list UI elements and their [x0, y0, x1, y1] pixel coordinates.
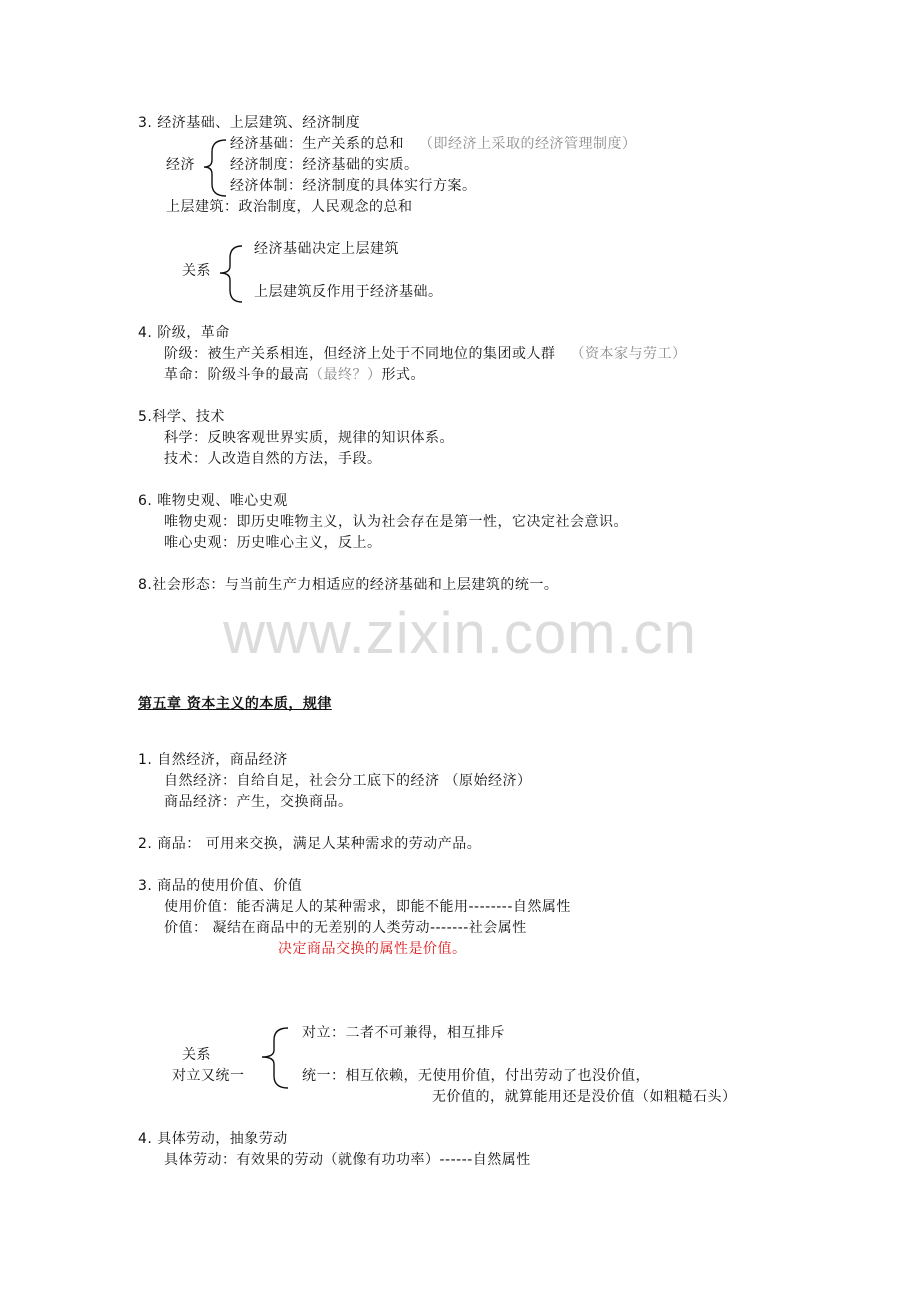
value-red-note: 决定商品交换的属性是价值。: [278, 941, 467, 957]
revolution-text-a: 革命：阶级斗争的最高: [164, 367, 309, 383]
relation2-label-2: 对立又统一: [172, 1068, 245, 1084]
materialism-definition: 唯物史观：即历史唯物主义，认为社会存在是第一性，它决定社会意识。: [164, 514, 628, 530]
section-3-heading: 3. 经济基础、上层建筑、经济制度: [138, 115, 361, 131]
economy-label: 经济: [166, 157, 195, 173]
value-line: 价值： 凝结在商品中的无差别的人类劳动-------社会属性: [164, 920, 527, 936]
unity-line-2: 无价值的，就算能用还是没价值（如粗糙石头）: [432, 1089, 737, 1105]
section-5-heading: 5.科学、技术: [138, 409, 225, 425]
class-definition: [164, 345, 686, 363]
revolution-note: （最终？）: [309, 367, 382, 383]
revolution-definition: [164, 366, 425, 384]
economy-brace: [200, 138, 230, 198]
commodity-economy-line: 商品经济：产生，交换商品。: [164, 794, 353, 810]
relation-brace: [216, 244, 246, 304]
section-4-heading: 4. 阶级，革命: [138, 325, 230, 341]
natural-economy-line: 自然经济：自给自足，社会分工底下的经济 （原始经济）: [164, 773, 532, 789]
technology-definition: 技术：人改造自然的方法，手段。: [164, 451, 382, 467]
relation-item-2: 上层建筑反作用于经济基础。: [254, 284, 443, 300]
use-value-line: 使用价值：能否满足人的某种需求，即能不能用--------自然属性: [164, 899, 571, 915]
relation2-brace: [258, 1026, 292, 1090]
science-definition: 科学：反映客观世界实质，规律的知识体系。: [164, 430, 454, 446]
chapter-5-title: 第五章 资本主义的本质，规律: [138, 696, 332, 712]
ch5-item-2-line: 2. 商品： 可用来交换，满足人某种需求的劳动产品。: [138, 836, 482, 852]
opposition-line: 对立：二者不可兼得，相互排斥: [302, 1025, 505, 1041]
section-8-line: 8.社会形态：与当前生产力相适应的经济基础和上层建筑的统一。: [138, 577, 559, 593]
superstructure-line: 上层建筑：政治制度，人民观念的总和: [166, 199, 413, 215]
relation-item-1: 经济基础决定上层建筑: [254, 241, 399, 257]
revolution-text-b: 形式。: [381, 367, 425, 383]
relation-label: 关系: [182, 263, 211, 279]
ch5-item-4-heading: 4. 具体劳动，抽象劳动: [138, 1131, 288, 1147]
economic-mechanism-line: 经济体制：经济制度的具体实行方案。: [230, 178, 477, 194]
economic-base-note: （即经济上采取的经济管理制度）: [418, 136, 637, 152]
unity-line-1: 统一：相互依赖，无使用价值，付出劳动了也没价值，: [302, 1068, 650, 1084]
economic-system-line: 经济制度：经济基础的实质。: [230, 157, 419, 173]
economic-base-line: [230, 135, 636, 153]
class-definition-note: （资本家与劳工）: [570, 346, 687, 362]
relation2-label-1: 关系: [182, 1047, 211, 1063]
watermark: www.zixin.com.cn: [223, 601, 697, 666]
concrete-labor-line: 具体劳动：有效果的劳动（就像有功功率）------自然属性: [164, 1152, 531, 1168]
ch5-item-1-heading: 1. 自然经济，商品经济: [138, 752, 288, 768]
idealism-definition: 唯心史观：历史唯心主义，反上。: [164, 535, 382, 551]
economic-base-text: 经济基础：生产关系的总和: [230, 136, 404, 152]
ch5-item-3-heading: 3. 商品的使用价值、价值: [138, 878, 303, 894]
section-6-heading: 6. 唯物史观、唯心史观: [138, 493, 288, 509]
class-definition-text: 阶级：被生产关系相连，但经济上处于不同地位的集团或人群: [164, 346, 556, 362]
